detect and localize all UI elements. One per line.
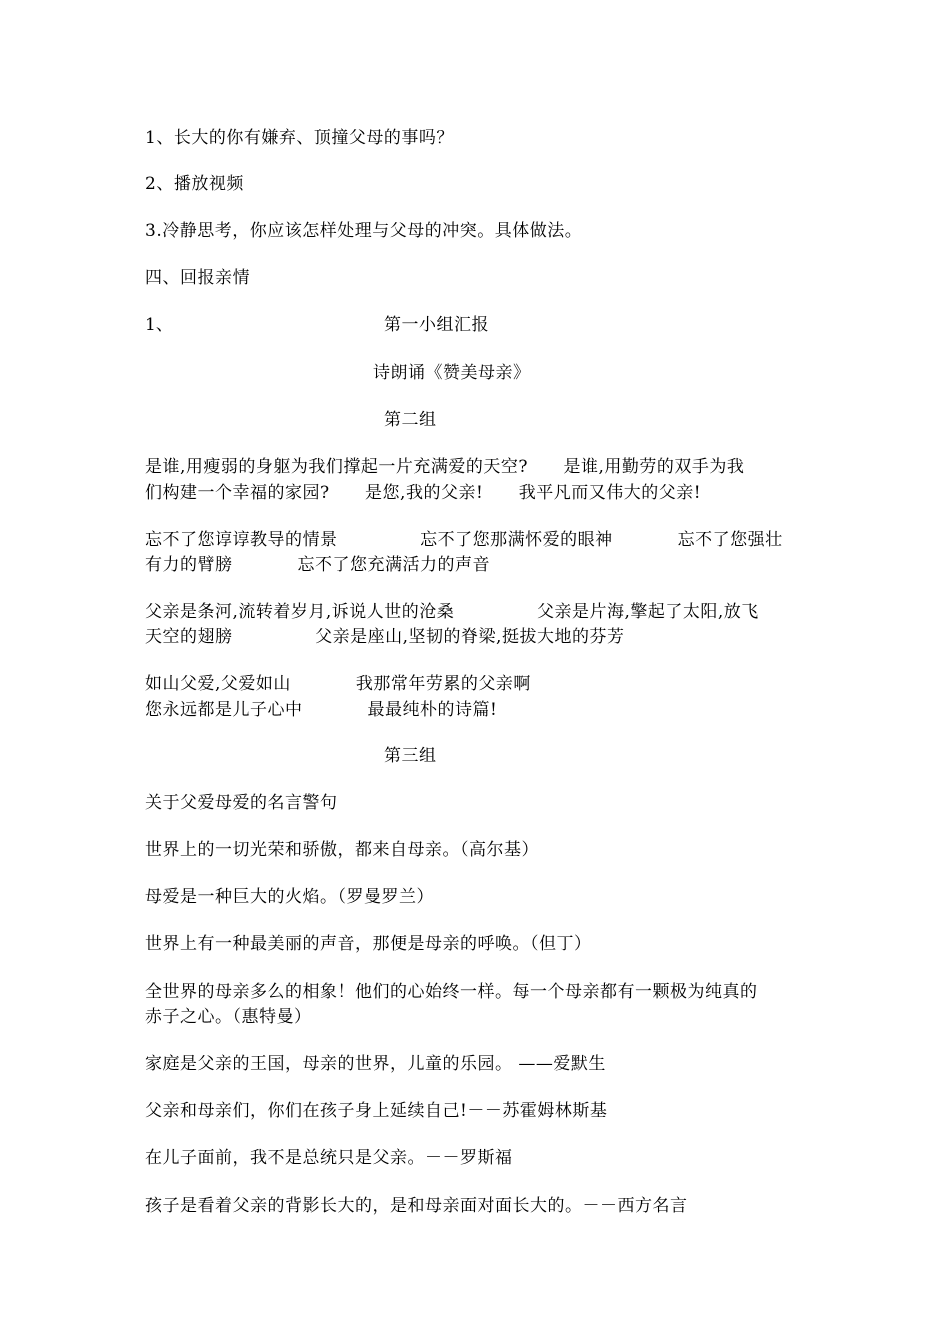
poem-line: 们构建一个幸福的家园? 是您,我的父亲! 我平凡而又伟大的父亲!: [145, 483, 702, 503]
quote-line: 孩子是看着父亲的背影长大的，是和母亲面对面长大的。－－西方名言: [145, 1196, 688, 1216]
quote-line: 母爱是一种巨大的火焰。（罗曼罗兰）: [145, 887, 434, 907]
quote-line: 父亲和母亲们，你们在孩子身上延续自己!－－苏霍姆林斯基: [145, 1101, 608, 1121]
group1-number: 1、: [145, 315, 173, 335]
quotes-heading: 关于父爱母爱的名言警句: [145, 793, 338, 813]
group1-title: 第一小组汇报: [384, 315, 489, 335]
question-line-1: 1、长大的你有嫌弃、顶撞父母的事吗？: [145, 128, 454, 148]
poem-line: 是谁,用瘦弱的身躯为我们撑起一片充满爱的天空? 是谁,用勤劳的双手为我: [145, 457, 745, 477]
quote-line: 在儿子面前，我不是总统只是父亲。－－罗斯福: [145, 1148, 513, 1168]
quote-line: 全世界的母亲多么的相象！他们的心始终一样。每一个母亲都有一颗极为纯真的: [145, 982, 758, 1002]
poem-line: 父亲是条河,流转着岁月,诉说人世的沧桑 父亲是片海,擎起了太阳,放飞: [145, 602, 759, 622]
poem-line: 您永远都是儿子心中 最最纯朴的诗篇!: [145, 700, 498, 720]
poem-line: 忘不了您谆谆教导的情景 忘不了您那满怀爱的眼神 忘不了您强壮: [145, 530, 783, 550]
quote-line: 家庭是父亲的王国，母亲的世界，儿童的乐园。 ——爱默生: [145, 1054, 606, 1074]
poem-line: 如山父爱,父爱如山 我那常年劳累的父亲啊: [145, 674, 531, 694]
poem-line: 有力的臂膀 忘不了您充满活力的声音: [145, 555, 490, 575]
poem-title: 诗朗诵《赞美母亲》: [373, 363, 531, 383]
section-heading-four: 四、回报亲情: [145, 268, 250, 288]
play-video-line: 2、播放视频: [145, 174, 244, 194]
group2-title: 第二组: [384, 410, 437, 430]
quote-line: 世界上有一种最美丽的声音，那便是母亲的呼唤。（但丁）: [145, 934, 592, 954]
poem-line: 天空的翅膀 父亲是座山,坚韧的脊梁,挺拔大地的芬芳: [145, 627, 625, 647]
group3-title: 第三组: [384, 746, 437, 766]
quote-line: 世界上的一切光荣和骄傲，都来自母亲。（高尔基）: [145, 840, 539, 860]
think-calmly-line: 3.冷静思考，你应该怎样处理与父母的冲突。具体做法。: [145, 221, 583, 241]
quote-line: 赤子之心。（惠特曼）: [145, 1007, 312, 1027]
